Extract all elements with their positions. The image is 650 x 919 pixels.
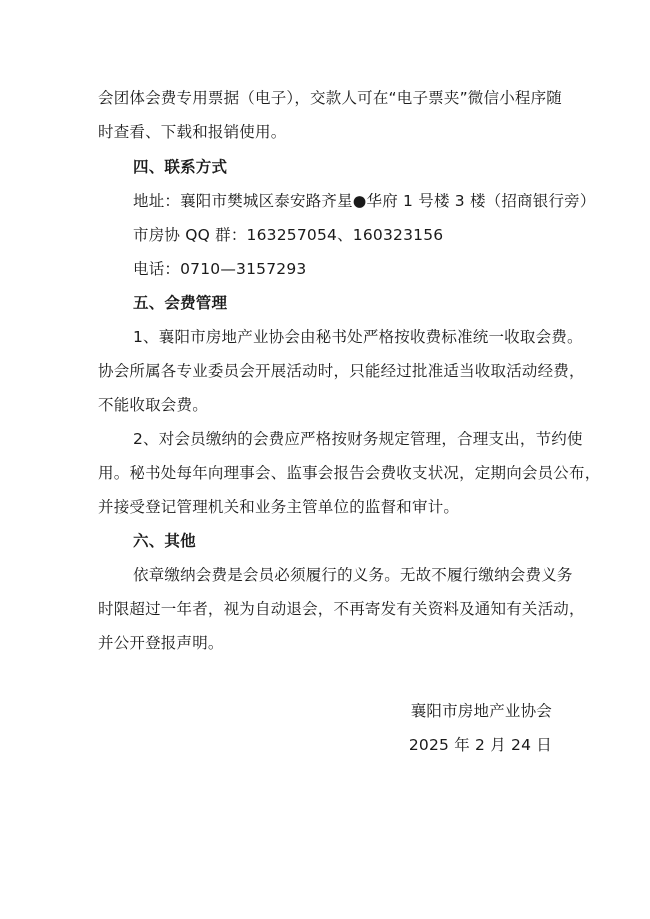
- section-5-p2-line-1: 2、对会员缴纳的会费应严格按财务规定管理，合理支出，节约使: [133, 430, 583, 448]
- section-6-heading: 六、其他: [133, 532, 196, 550]
- section-6-p1-line-2: 时限超过一年者，视为自动退会，不再寄发有关资料及通知有关活动，: [98, 600, 585, 618]
- signature-organization: 襄阳市房地产业协会: [410, 702, 552, 720]
- section-5-p1-line-1: 1、襄阳市房地产业协会由秘书处严格按收费标准统一收取会费。: [133, 328, 583, 346]
- section-4-heading: 四、联系方式: [133, 158, 228, 176]
- signature-date: 2025 年 2 月 24 日: [408, 736, 552, 754]
- contact-qq: 市房协 QQ 群：163257054、160323156: [133, 226, 444, 244]
- contact-address: 地址：襄阳市樊城区泰安路齐星●华府 1 号楼 3 楼（招商银行旁）: [133, 192, 596, 210]
- section-5-p1-line-2: 协会所属各专业委员会开展活动时，只能经过批准适当收取活动经费，: [98, 362, 585, 380]
- section-5-p2-line-3: 并接受登记管理机关和业务主管单位的监督和审计。: [98, 498, 460, 516]
- section-6-p1-line-3: 并公开登报声明。: [98, 634, 224, 652]
- contact-phone: 电话：0710—3157293: [133, 260, 307, 278]
- section-5-p1-line-3: 不能收取会费。: [98, 396, 208, 414]
- intro-line-2: 时查看、下载和报销使用。: [98, 123, 287, 141]
- intro-line-1: 会团体会费专用票据（电子），交款人可在“电子票夹”微信小程序随: [98, 89, 563, 107]
- section-6-p1-line-1: 依章缴纳会费是会员必须履行的义务。无故不履行缴纳会费义务: [133, 566, 573, 584]
- section-5-p2-line-2: 用。秘书处每年向理事会、监事会报告会费收支状况，定期向会员公布，: [98, 464, 601, 482]
- section-5-heading: 五、会费管理: [133, 294, 228, 312]
